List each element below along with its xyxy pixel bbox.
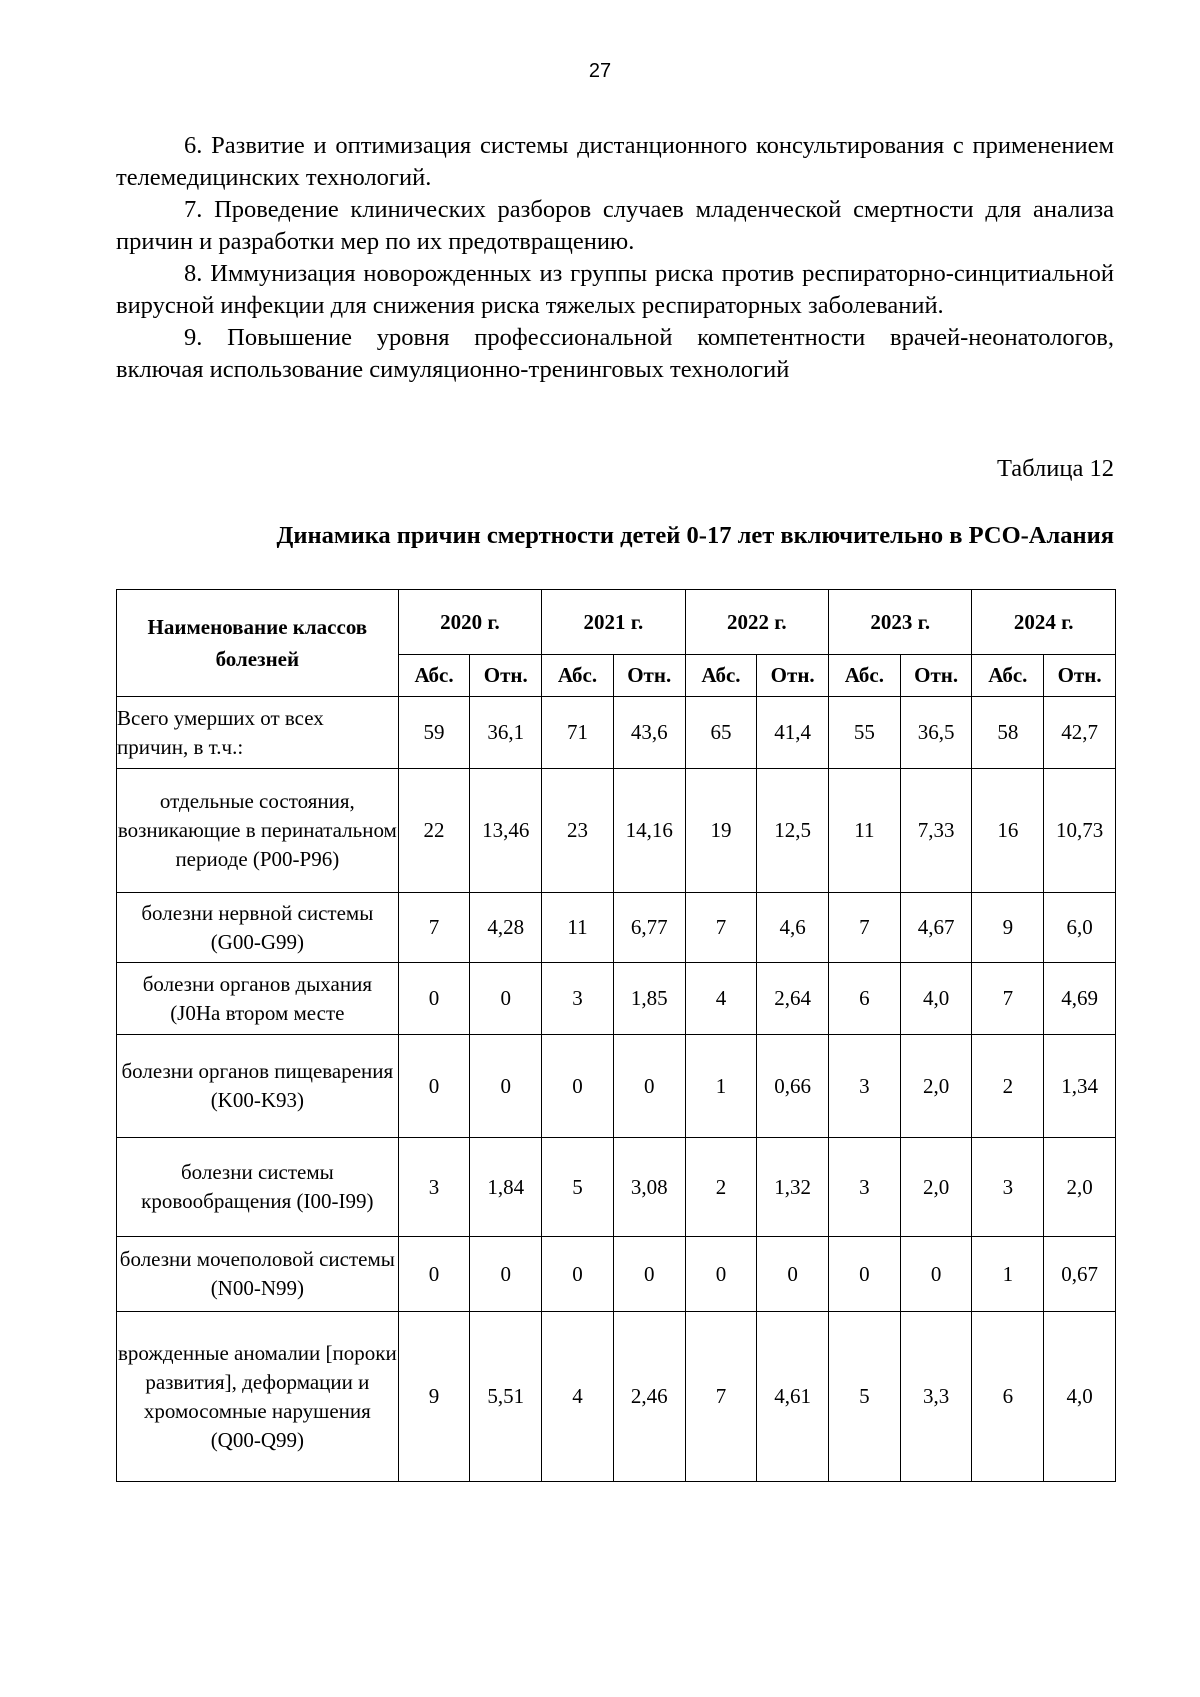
value-cell: 4: [542, 1312, 614, 1482]
value-cell: 6,0: [1044, 893, 1116, 963]
row-name: болезни органов дыхания (J0На втором месте: [117, 963, 399, 1035]
value-cell: 7: [685, 893, 757, 963]
table-row: [117, 893, 1116, 963]
value-cell: 7: [829, 893, 901, 963]
year-header-2022: 2022 г.: [685, 590, 828, 655]
abs-header: Абс.: [542, 655, 614, 697]
value-cell: 3: [829, 1138, 901, 1237]
value-cell: 3: [398, 1138, 470, 1237]
value-cell: 10,73: [1044, 769, 1116, 893]
year-header-2023: 2023 г.: [829, 590, 972, 655]
value-cell: 23: [542, 769, 614, 893]
value-cell: 2,0: [1044, 1138, 1116, 1237]
value-cell: 55: [829, 697, 901, 769]
value-cell: 7: [972, 963, 1044, 1035]
value-cell: 2: [685, 1138, 757, 1237]
value-cell: 7: [398, 893, 470, 963]
value-cell: 4,61: [757, 1312, 829, 1482]
paragraph-8: 8. Иммунизация новорожденных из группы риска против респираторно-синцитиальной вирусной инфекции для снижения риска тяжелых респираторных заболеваний.: [116, 260, 1114, 319]
value-cell: 4,0: [1044, 1312, 1116, 1482]
year-header-2020: 2020 г.: [398, 590, 541, 655]
value-cell: 4,69: [1044, 963, 1116, 1035]
value-cell: 7,33: [900, 769, 972, 893]
abs-header: Абс.: [829, 655, 901, 697]
value-cell: 0: [398, 1035, 470, 1138]
value-cell: 6,77: [613, 893, 685, 963]
value-cell: 2,0: [900, 1138, 972, 1237]
value-cell: 0: [757, 1237, 829, 1312]
value-cell: 3: [972, 1138, 1044, 1237]
value-cell: 14,16: [613, 769, 685, 893]
table-row: [117, 1035, 1116, 1138]
value-cell: 6: [829, 963, 901, 1035]
value-cell: 0: [470, 963, 542, 1035]
rel-header: Отн.: [470, 655, 542, 697]
value-cell: 5,51: [470, 1312, 542, 1482]
value-cell: 36,5: [900, 697, 972, 769]
value-cell: 2,64: [757, 963, 829, 1035]
value-cell: 22: [398, 769, 470, 893]
value-cell: 0: [470, 1035, 542, 1138]
abs-header: Абс.: [972, 655, 1044, 697]
table-row: [117, 963, 1116, 1035]
value-cell: 36,1: [470, 697, 542, 769]
value-cell: 71: [542, 697, 614, 769]
body-text: [116, 130, 1114, 386]
value-cell: 0: [685, 1237, 757, 1312]
value-cell: 41,4: [757, 697, 829, 769]
value-cell: 16: [972, 769, 1044, 893]
value-cell: 11: [542, 893, 614, 963]
row-name: Всего умерших от всех причин, в т.ч.:: [117, 697, 399, 769]
value-cell: 4,28: [470, 893, 542, 963]
value-cell: 1: [685, 1035, 757, 1138]
value-cell: 13,46: [470, 769, 542, 893]
value-cell: 3,3: [900, 1312, 972, 1482]
value-cell: 0: [900, 1237, 972, 1312]
table-row: [117, 1237, 1116, 1312]
rel-header: Отн.: [1044, 655, 1116, 697]
table-title: Динамика причин смертности детей 0-17 лет включительно в РСО-Алания: [276, 522, 1114, 549]
page-number: 27: [588, 60, 612, 82]
rel-header: Отн.: [900, 655, 972, 697]
value-cell: 0: [542, 1237, 614, 1312]
value-cell: 9: [972, 893, 1044, 963]
value-cell: 0: [613, 1237, 685, 1312]
value-cell: 58: [972, 697, 1044, 769]
value-cell: 1,32: [757, 1138, 829, 1237]
value-cell: 9: [398, 1312, 470, 1482]
row-name: отдельные состояния, возникающие в перинатальном периоде (P00-P96): [117, 769, 399, 893]
value-cell: 43,6: [613, 697, 685, 769]
value-cell: 0: [829, 1237, 901, 1312]
value-cell: 5: [542, 1138, 614, 1237]
rel-header: Отн.: [613, 655, 685, 697]
value-cell: 1,85: [613, 963, 685, 1035]
value-cell: 1,84: [470, 1138, 542, 1237]
row-name: болезни мочеполовой системы (N00-N99): [117, 1237, 399, 1312]
row-name: болезни системы кровообращения (I00-I99): [117, 1138, 399, 1237]
value-cell: 4,67: [900, 893, 972, 963]
value-cell: 0: [613, 1035, 685, 1138]
value-cell: 3: [542, 963, 614, 1035]
value-cell: 59: [398, 697, 470, 769]
value-cell: 5: [829, 1312, 901, 1482]
row-name: болезни органов пищеварения (K00-K93): [117, 1035, 399, 1138]
name-column-header: Наименование классов болезней: [117, 590, 399, 697]
value-cell: 1,34: [1044, 1035, 1116, 1138]
value-cell: 3,08: [613, 1138, 685, 1237]
value-cell: 12,5: [757, 769, 829, 893]
table-row: [117, 697, 1116, 769]
value-cell: 0: [470, 1237, 542, 1312]
value-cell: 42,7: [1044, 697, 1116, 769]
value-cell: 4,0: [900, 963, 972, 1035]
table-row: [117, 1138, 1116, 1237]
row-name: болезни нервной системы (G00-G99): [117, 893, 399, 963]
paragraph-9: 9. Повышение уровня профессиональной компетентности врачей-неонатологов, включая использование симуляционно-тренинговых технологий: [116, 324, 1114, 383]
value-cell: 7: [685, 1312, 757, 1482]
paragraph-6: 6. Развитие и оптимизация системы дистанционного консультирования с применением телемедицинских технологий.: [116, 132, 1114, 191]
value-cell: 0,67: [1044, 1237, 1116, 1312]
abs-header: Абс.: [685, 655, 757, 697]
value-cell: 65: [685, 697, 757, 769]
value-cell: 2,0: [900, 1035, 972, 1138]
year-header-2024: 2024 г.: [972, 590, 1116, 655]
value-cell: 4,6: [757, 893, 829, 963]
value-cell: 0: [398, 963, 470, 1035]
value-cell: 2: [972, 1035, 1044, 1138]
value-cell: 4: [685, 963, 757, 1035]
value-cell: 6: [972, 1312, 1044, 1482]
rel-header: Отн.: [757, 655, 829, 697]
value-cell: 2,46: [613, 1312, 685, 1482]
value-cell: 19: [685, 769, 757, 893]
value-cell: 0: [398, 1237, 470, 1312]
table-row: [117, 769, 1116, 893]
table-row: [117, 1312, 1116, 1482]
value-cell: 0: [542, 1035, 614, 1138]
paragraph-7: 7. Проведение клинических разборов случаев младенческой смертности для анализа причин и разработки мер по их предотвращению.: [116, 196, 1114, 255]
mortality-table: [116, 589, 1116, 1482]
row-name: врожденные аномалии [пороки развития], деформации и хромосомные нарушения (Q00-Q99): [117, 1312, 399, 1482]
abs-header: Абс.: [398, 655, 470, 697]
value-cell: 11: [829, 769, 901, 893]
year-header-2021: 2021 г.: [542, 590, 685, 655]
value-cell: 3: [829, 1035, 901, 1138]
value-cell: 0,66: [757, 1035, 829, 1138]
value-cell: 1: [972, 1237, 1044, 1312]
table-caption: Таблица 12: [996, 455, 1114, 482]
